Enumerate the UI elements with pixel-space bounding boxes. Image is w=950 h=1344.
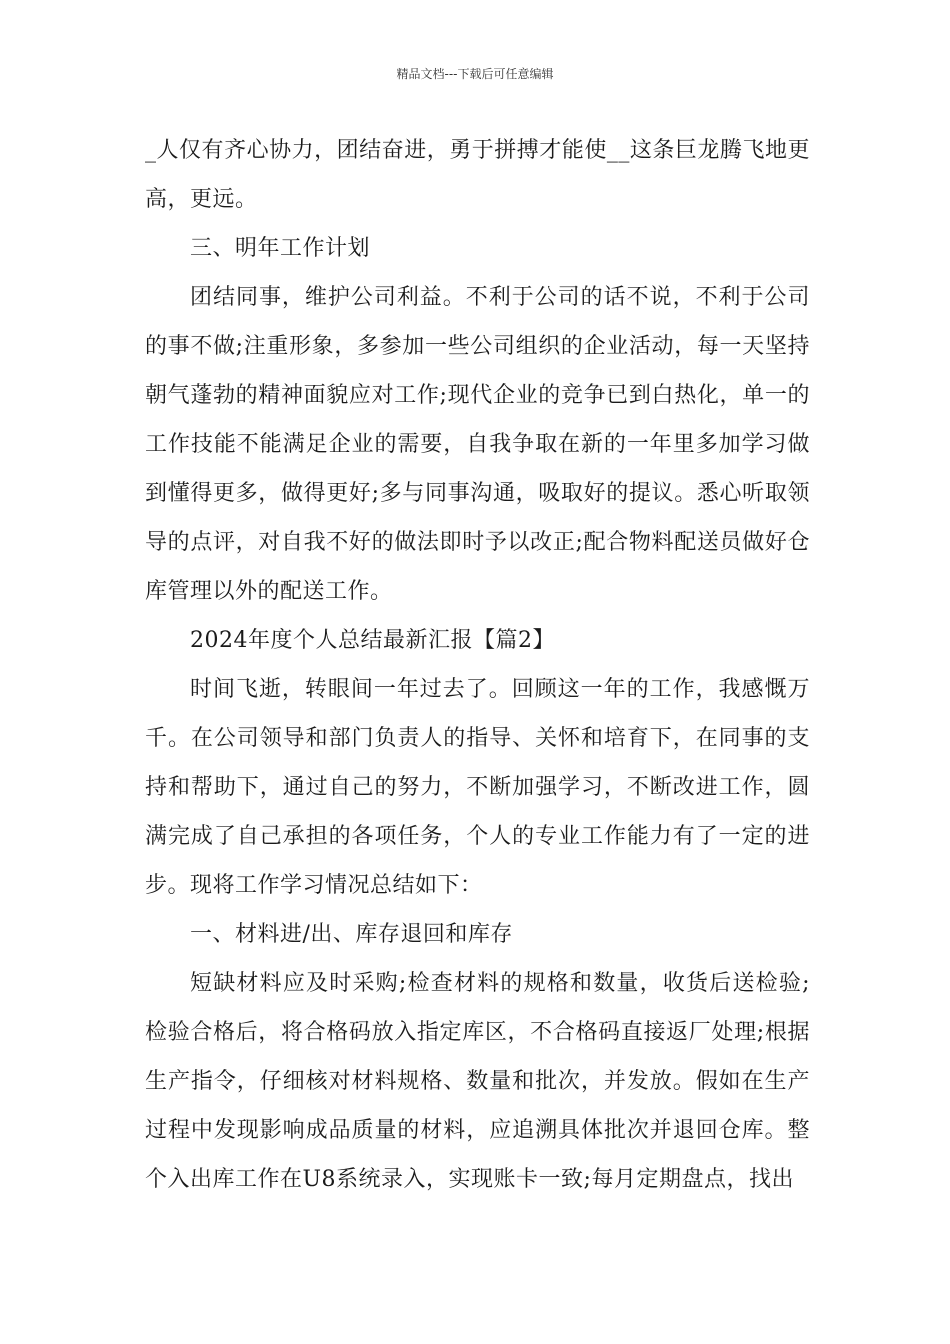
document-body [145, 126, 810, 1204]
article-title-part2: 2024年度个人总结最新汇报【篇2】 [190, 628, 555, 653]
paragraph-materials: 短缺材料应及时采购;检查材料的规格和数量，收货后送检验;检验合格后，将合格码放入指定库区，不合格码直接返厂处理;根据生产指令，仔细核对材料规格、数量和批次，并发放。假如在生产过程中发现影响成品质量的材料，应追溯具体批次并退回仓库。整个入出库工作在U8系统录入，实现账卡一致;每月定期盘点，找出 [145, 971, 810, 1192]
paragraph-intro: 时间飞逝，转眼间一年过去了。回顾这一年的工作，我感慨万千。在公司领导和部门负责人的指导、关怀和培育下，在同事的支持和帮助下，通过自己的努力，不断加强学习，不断改进工作，圆满完成了自己承担的各项任务，个人的专业工作能力有了一定的进步。现将工作学习情况总结如下： [145, 677, 810, 898]
paragraph-plan: 团结同事，维护公司利益。不利于公司的话不说，不利于公司的事不做;注重形象，多参加一些公司组织的企业活动，每一天坚持朝气蓬勃的精神面貌应对工作;现代企业的竞争已到白热化，单一的工作技能不能满足企业的需要，自我争取在新的一年里多加学习做到懂得更多，做得更好;多与同事沟通，吸取好的提议。悉心听取领导的点评，对自我不好的做法即时予以改正;配合物料配送员做好仓库管理以外的配送工作。 [145, 285, 810, 604]
paragraph-continuation: _人仅有齐心协力，团结奋进，勇于拼搏才能使__这条巨龙腾飞地更高，更远。 [145, 138, 810, 212]
section-heading-materials: 一、材料进/出、库存退回和库存 [190, 922, 513, 947]
page-header: 精品文档---下载后可任意编辑 [396, 67, 554, 81]
section-heading-plan: 三、明年工作计划 [190, 236, 371, 261]
